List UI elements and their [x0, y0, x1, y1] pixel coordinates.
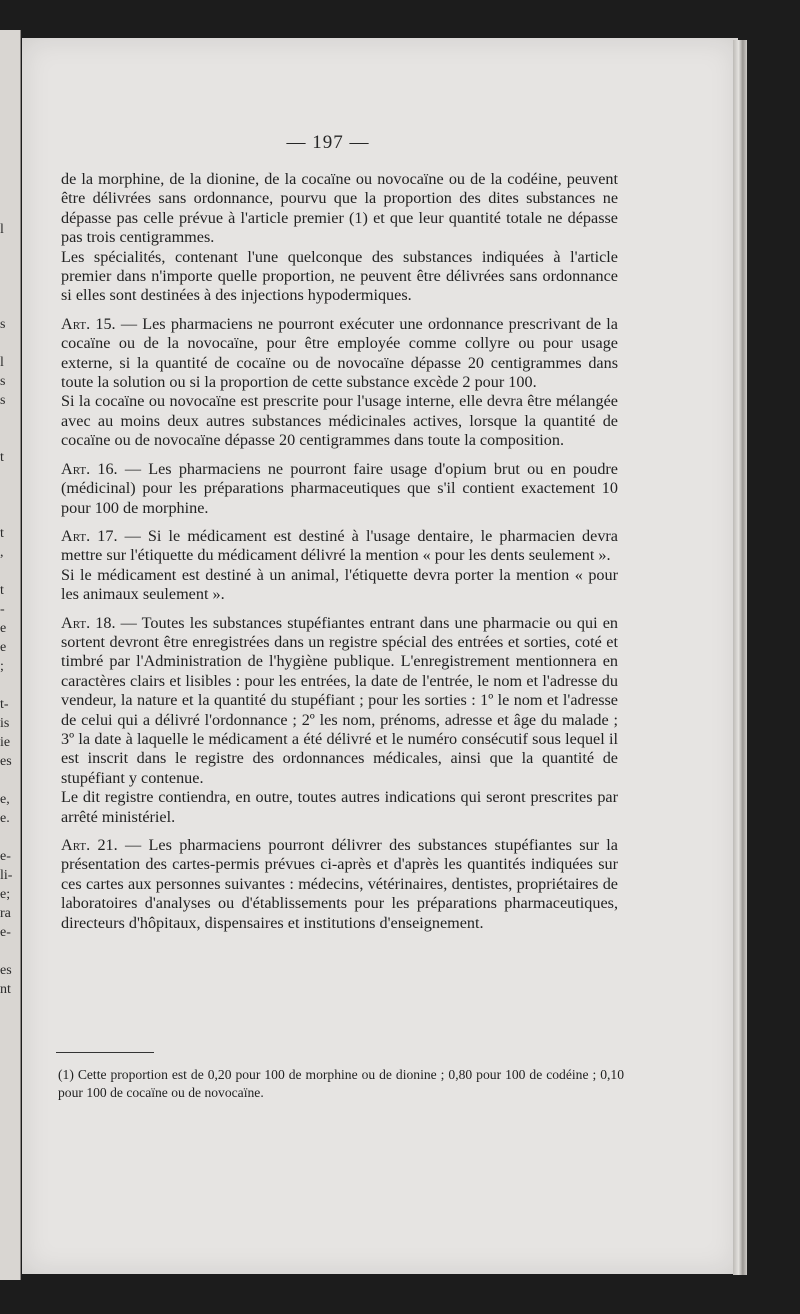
paragraph: [61, 315, 618, 393]
article-label: Art. 16.: [61, 459, 118, 478]
paragraph: [61, 566, 618, 605]
paragraph-text: — Toutes les substances stupéfiantes entrant dans une pharmacie ou qui en sortent devront être enregistrées dans un registre spécial des entrées et sorties, coté et timbré par l'Administration de l'hygiène publique. L'enregistrement mentionnera en caractères clairs et lisibles : pour les entrées, la date de l'entrée, le nom et l'adresse du vendeur, la nature et la quantité du stupéfiant ; pour les sorties : 1º le nom et l'adresse de celui qui a délivré l'ordonnance ; 2º les nom, prénoms, adresse et âge du malade ; 3º la date à laquelle le médicament a été délivré et le numéro consécutif sous lequel il est inscrit dans le registre des ordonnances médicales, ainsi que la quantité de stupéfiant y contenue.: [61, 613, 618, 787]
paragraph: [61, 170, 618, 248]
article-label: Art. 17.: [61, 526, 118, 545]
article-label: Art. 15.: [61, 314, 116, 333]
paragraph: [61, 788, 618, 827]
footnote-separator: [56, 1052, 154, 1053]
paragraph: [61, 527, 618, 566]
paragraph: [61, 248, 618, 306]
paragraph-text: de la morphine, de la dionine, de la cocaïne ou novocaïne ou de la codéine, peuvent être délivrées sans ordonnance, pourvu que la proportion des dites substances ne dépasse pas celle prévue à l'article premier (1) et que leur quantité totale ne dépasse pas trois centigrammes.: [61, 170, 618, 247]
paragraph: [61, 836, 618, 933]
paragraph-text: — Les pharmaciens pourront délivrer des substances stupéfiantes sur la présentation des cartes-permis prévues ci-après et d'après les quantités indiquées sur ces cartes aux personnes suivantes : médecins, vétérinaires, dentistes, propriétaires de laboratoires d'analyses ou d'établissements pour les préparations pharmaceutiques, directeurs d'hôpitaux, dispensaires et institutions d'enseignement.: [61, 836, 618, 932]
paragraph-text: — Si le médicament est destiné à l'usage dentaire, le pharmacien devra mettre sur l'étiquette du médicament délivré la mention « pour les dents seulement ».: [61, 526, 618, 565]
paragraph-text: — Les pharmaciens ne pourront faire usage d'opium brut ou en poudre (médicinal) pour les préparations pharmaceutiques que s'il contient exactement 10 pour 100 de morphine.: [61, 459, 618, 517]
paragraph-text: Si le médicament est destiné à un animal, l'étiquette devra porter la mention « pour les animaux seulement ».: [61, 565, 618, 604]
paragraph-text: Le dit registre contiendra, en outre, toutes autres indications qui seront prescrites par arrêté ministériel.: [61, 788, 618, 826]
page-body: [61, 170, 618, 933]
left-page-edge: [0, 30, 21, 1280]
article-label: Art. 21.: [61, 836, 118, 854]
paragraph: [61, 614, 618, 789]
paragraph-text: Les spécialités, contenant l'une quelconque des substances indiquées à l'article premier dans n'importe quelle proportion, ne peuvent être délivrées sans ordonnance si elles sont destinées à des injections hypodermiques.: [61, 247, 618, 305]
page-number: — 197 —: [286, 132, 370, 153]
paragraph: [61, 460, 618, 518]
article-label: Art. 18.: [61, 613, 116, 632]
paragraph-text: Si la cocaïne ou novocaïne est prescrite pour l'usage interne, elle devra être mélangée avec au moins deux autres substances médicinales actives, lorsque la quantité de cocaïne ou de novocaïne dépasse 20 centigrammes dans toute la composition.: [61, 392, 618, 450]
paragraph-text: — Les pharmaciens ne pourront exécuter une ordonnance prescrivant de la cocaïne ou de la novocaïne, pour être employée comme collyre ou pour usage externe, si la quantité de cocaïne ou de novocaïne dépasse 20 centigrammes dans toute la solution ou si la proportion de cette substance excède 2 pour 100.: [61, 314, 618, 392]
left-page-cut-text: l s l s s t t , t - e e ; t- is ie es e, e. e- li- e; ra e- es nt: [0, 222, 13, 997]
paragraph: [61, 392, 618, 450]
page-stack-edge: [733, 40, 747, 1275]
footnote: (1) Cette proportion est de 0,20 pour 100 de morphine ou de dionine ; 0,80 pour 100 de codéine ; 0,10 pour 100 de cocaïne ou de novocaïne.: [58, 1067, 624, 1100]
